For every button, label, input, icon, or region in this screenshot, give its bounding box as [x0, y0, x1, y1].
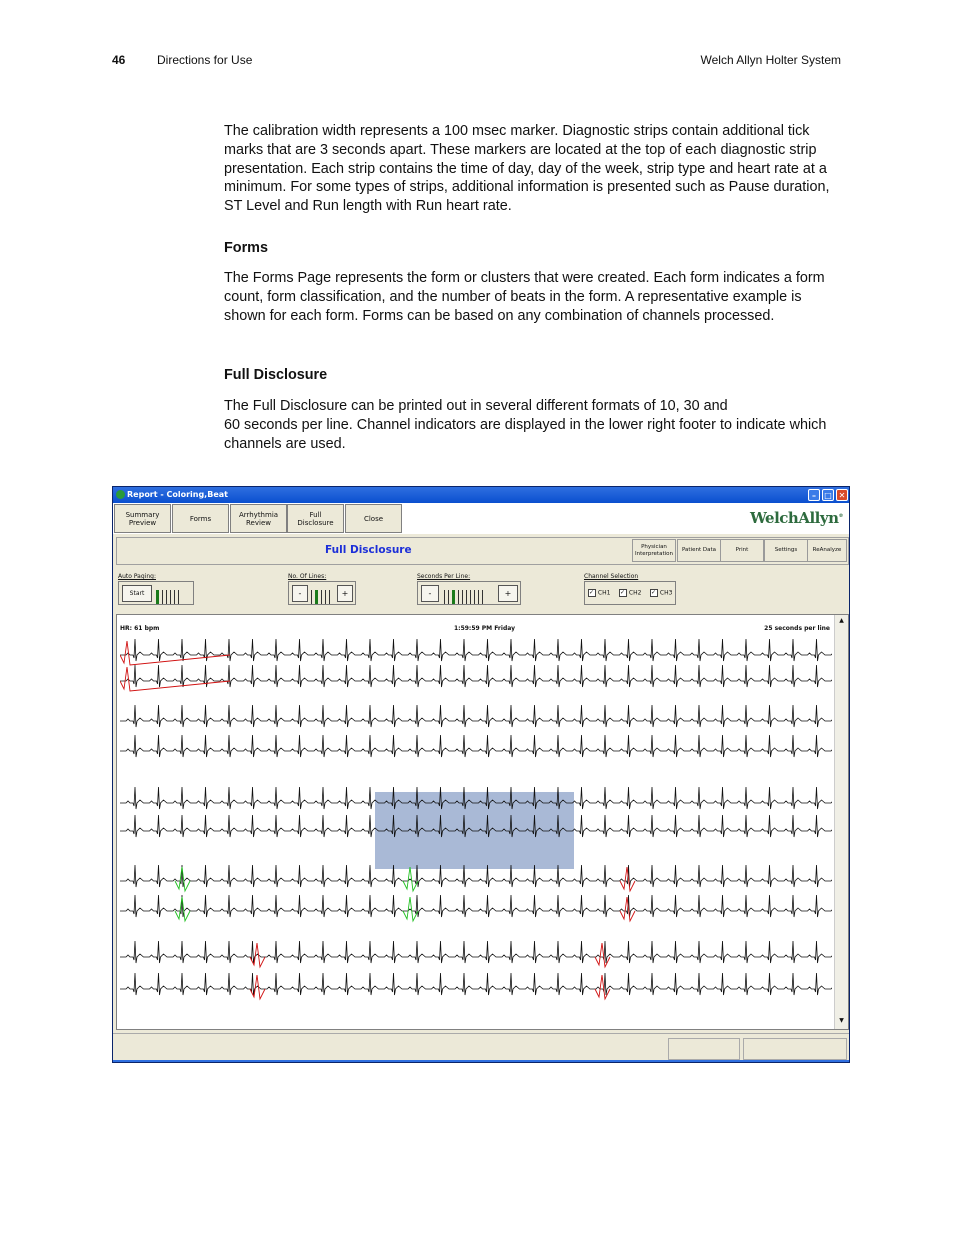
seconds-plus-button[interactable]: +	[498, 585, 518, 602]
status-cell	[743, 1038, 847, 1060]
vertical-scrollbar[interactable]	[834, 615, 848, 1029]
channel-selection-label: Channel Selection	[584, 573, 639, 580]
lines-group	[288, 581, 356, 605]
paragraph-calibration: The calibration width represents a 100 msec marker. Diagnostic strips contain additional tick marks that are 3 seconds apart. These markers are located at the top of each diagnostic strip presentation. Each strip contains the time of day, day of the week, strip type and heart rate at a minimum. For some types of strips, additional information is presented such as Pause duration, ST Level and Run length with Run heart rate.	[224, 123, 830, 215]
ventricular-beat	[595, 943, 610, 967]
paragraph-forms: The Forms Page represents the form or clusters that were created. Each form indicates a form count, form classification, and the number of beats in the form. A representative example is shown for each form. Forms can be based on any combination of channels processed.	[224, 270, 825, 324]
status-bar	[113, 1033, 849, 1062]
status-cell	[668, 1038, 740, 1060]
ecg-trace	[120, 705, 832, 727]
report-window	[112, 486, 850, 1063]
page-number: 46	[112, 53, 126, 67]
maximize-icon[interactable]: □	[822, 489, 834, 501]
ventricular-beat	[595, 975, 610, 999]
settings-button[interactable]: Settings	[764, 539, 808, 562]
ecg-traces	[120, 635, 832, 1025]
report-nav	[113, 503, 849, 534]
heading-forms: Forms	[224, 240, 268, 256]
reanalyze-button[interactable]: ReAnalyze	[807, 539, 847, 562]
heading-full-disclosure: Full Disclosure	[224, 367, 328, 383]
ch2-checkbox[interactable]: ✓ CH2	[620, 589, 642, 597]
ch3-checkbox[interactable]: ✓ CH3	[651, 589, 673, 597]
product-name: Welch Allyn Holter System	[700, 53, 841, 67]
patient-data-button[interactable]: Patient Data	[677, 539, 721, 562]
summary-preview-button[interactable]: Summary Preview	[114, 504, 171, 533]
seconds-group	[417, 581, 521, 605]
welch-allyn-logo: WelchAllyn®	[749, 509, 843, 527]
forms-button[interactable]: Forms	[172, 504, 229, 533]
ecg-display[interactable]	[116, 614, 849, 1030]
time-label: 1:59:59 PM Friday	[454, 625, 516, 632]
start-button[interactable]: Start	[122, 585, 152, 602]
minimize-icon[interactable]: –	[808, 489, 820, 501]
channel-selection-group	[584, 581, 676, 605]
document-title: Directions for Use	[157, 53, 253, 67]
full-disclosure-panel	[116, 537, 849, 565]
paging-speed-icon	[156, 585, 182, 602]
status-line	[113, 1060, 849, 1062]
seconds-level-icon	[444, 585, 486, 602]
full-disclosure-button[interactable]: Full Disclosure	[287, 504, 344, 533]
window-titlebar	[113, 487, 849, 503]
lines-label: No. Of Lines:	[288, 573, 327, 580]
paragraph-full-disclosure: The Full Disclosure can be printed out in several different formats of 10, 30 and 60 seconds per line. Channel indicators are displayed in the lower right footer to indicate which channels are used.	[224, 398, 827, 452]
app-icon	[116, 490, 125, 499]
scroll-up-icon[interactable]: ▲	[839, 617, 844, 624]
lines-plus-button[interactable]: +	[337, 585, 353, 602]
close-icon[interactable]: ✕	[836, 489, 848, 501]
auto-paging-group	[118, 581, 194, 605]
ch1-checkbox[interactable]: ✓ CH1	[589, 589, 611, 597]
seconds-per-line-label: 25 seconds per line	[764, 625, 830, 632]
window-title: Report - Coloring,Beat	[127, 490, 228, 499]
selection-highlight	[375, 792, 574, 869]
ecg-trace	[120, 973, 832, 995]
lines-minus-button[interactable]: -	[292, 585, 308, 602]
ecg-trace	[120, 941, 832, 963]
print-button[interactable]: Print	[720, 539, 764, 562]
lines-level-icon	[311, 585, 333, 602]
ecg-trace	[120, 665, 832, 687]
heart-rate-label: HR: 61 bpm	[120, 625, 160, 632]
scroll-down-icon[interactable]: ▼	[839, 1017, 844, 1024]
ecg-trace	[120, 895, 832, 917]
close-button[interactable]: Close	[345, 504, 402, 533]
seconds-label: Seconds Per Line:	[417, 573, 471, 580]
ecg-trace	[120, 735, 832, 757]
arrhythmia-review-button[interactable]: Arrhythmia Review	[230, 504, 287, 533]
auto-paging-label: Auto Paging:	[118, 573, 156, 580]
panel-title: Full Disclosure	[325, 544, 412, 556]
physician-interpretation-button[interactable]: Physician Interpretation	[632, 539, 676, 562]
seconds-minus-button[interactable]: -	[421, 585, 439, 602]
ecg-trace	[120, 639, 832, 661]
